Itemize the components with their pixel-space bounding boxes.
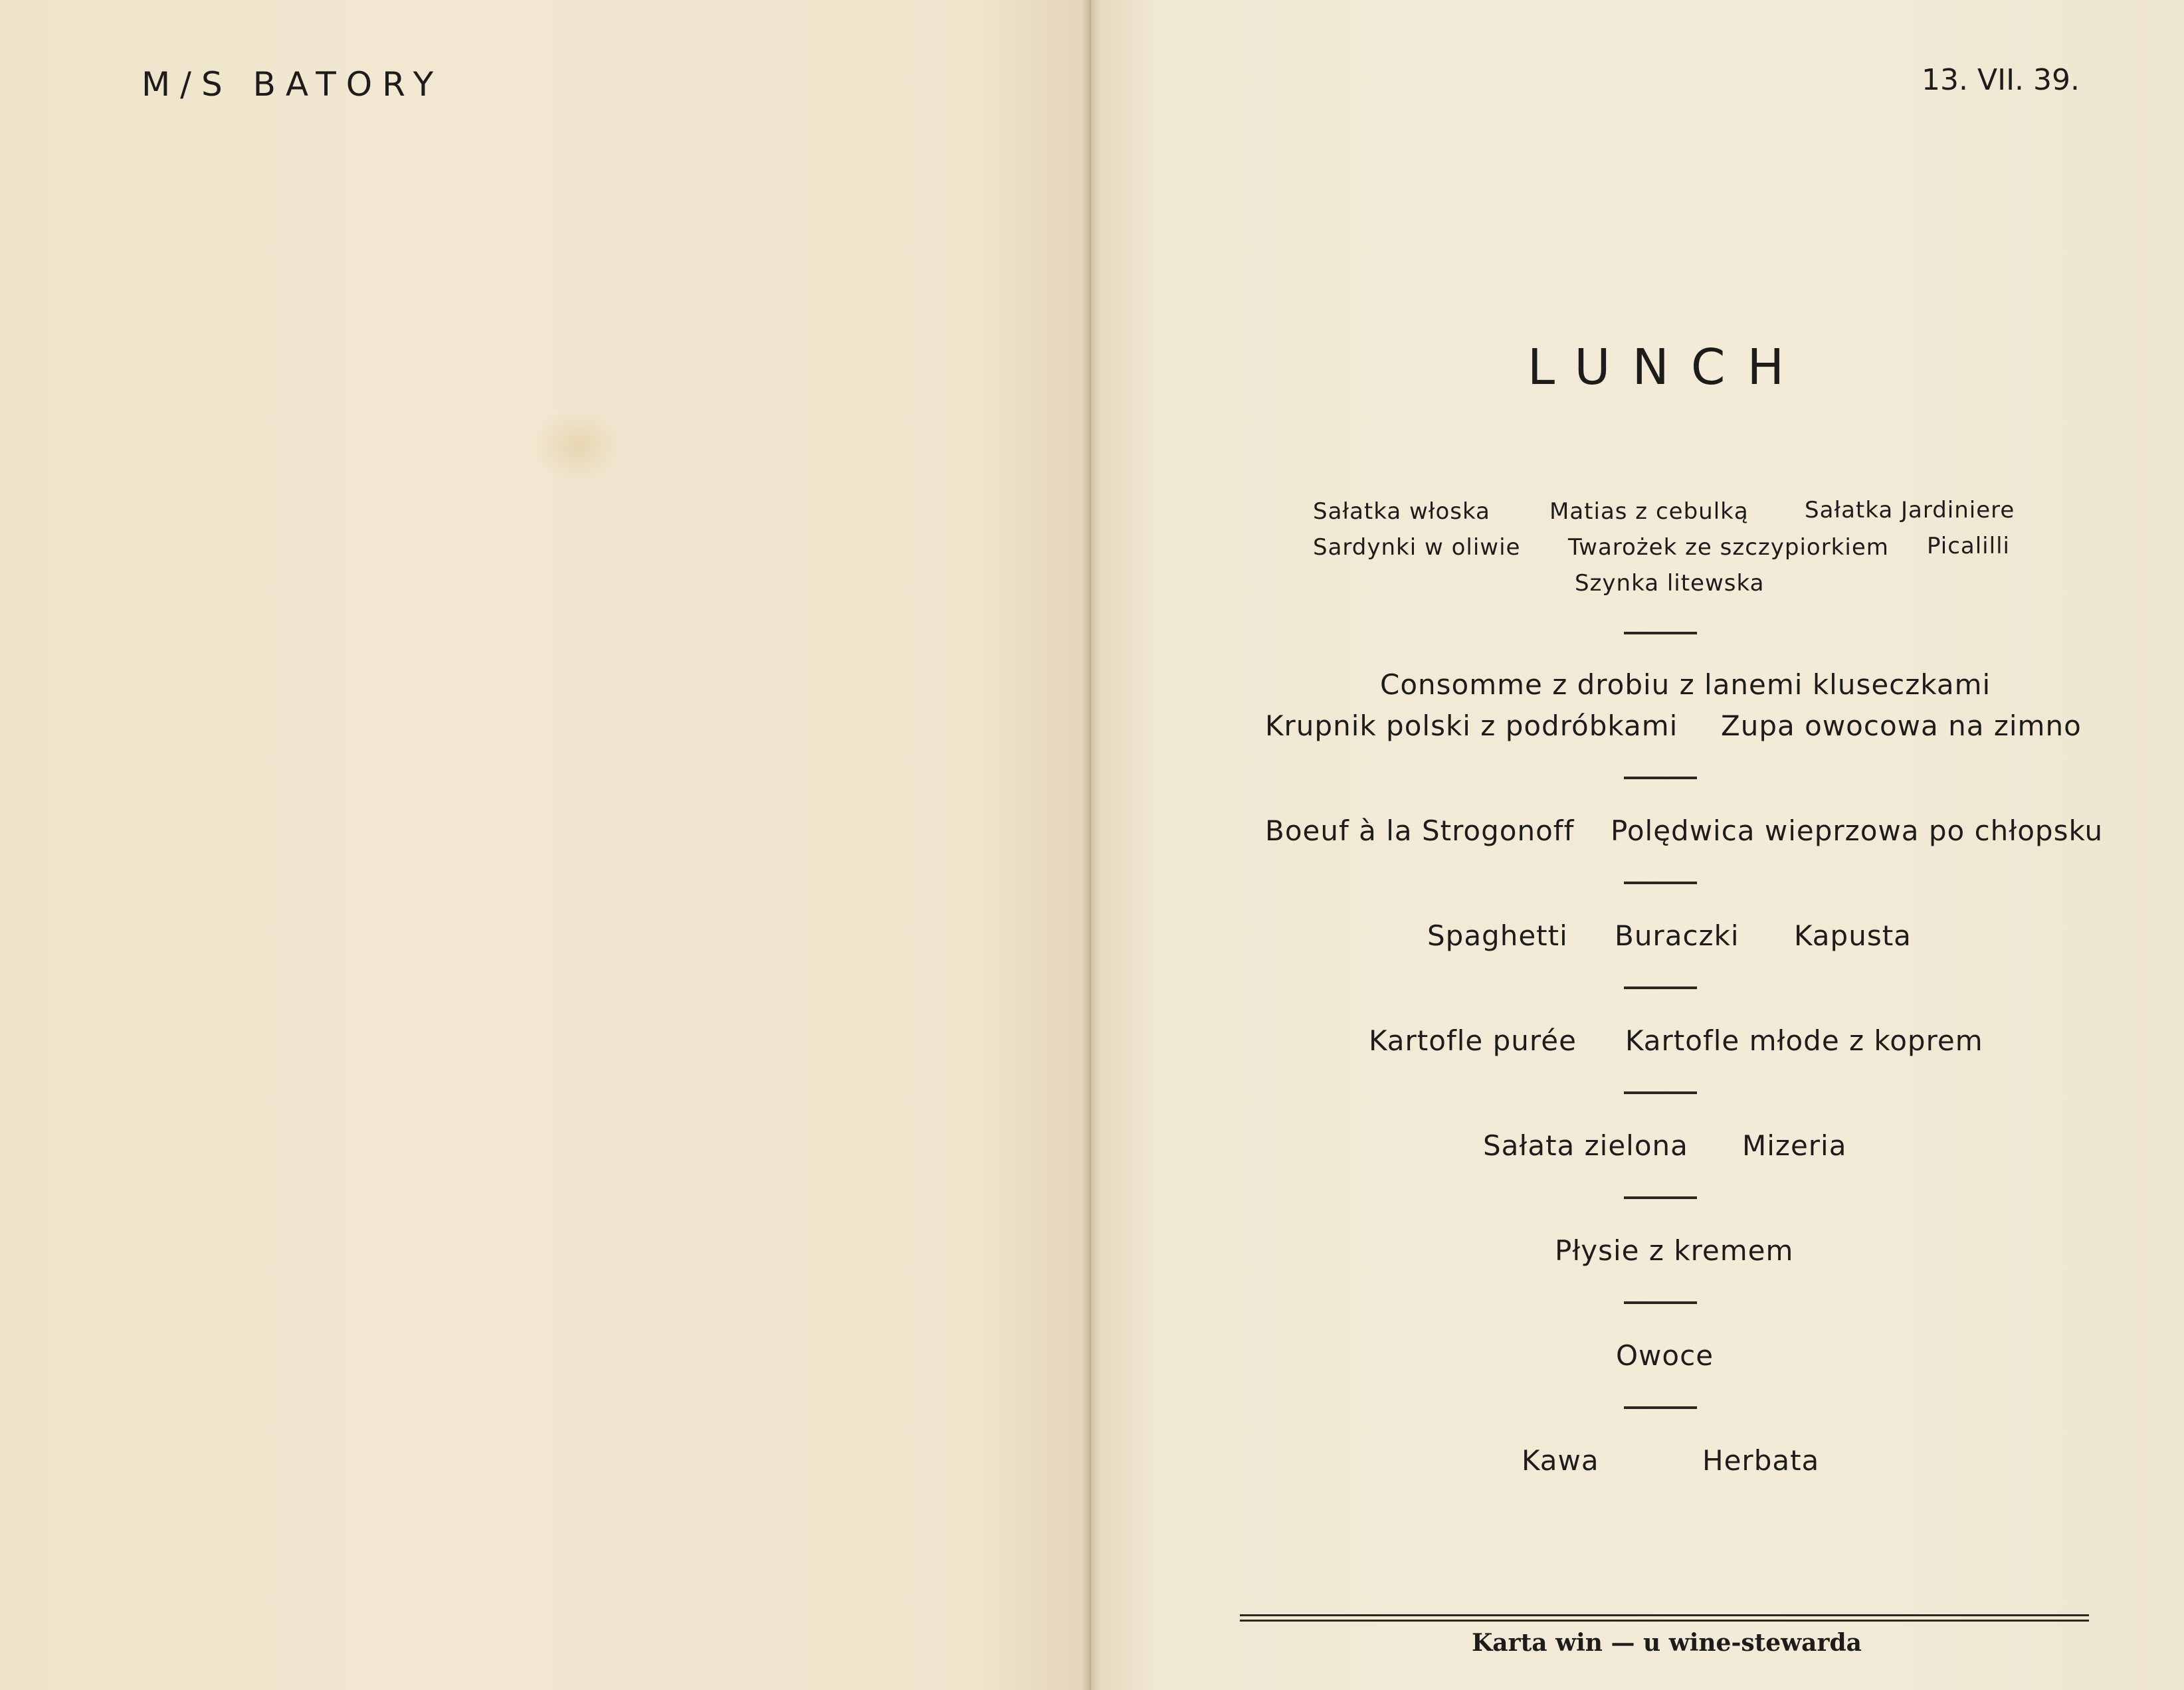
section-divider <box>1624 1091 1697 1094</box>
ship-name: M/S BATORY <box>142 65 444 104</box>
potato-item: Kartofle młode z koprem <box>1625 1024 1983 1057</box>
appetizer-item: Matias z cebulką <box>1549 498 1749 525</box>
soup-item: Zupa owocowa na zimno <box>1721 709 2082 742</box>
soup-item: Krupnik polski z podróbkami <box>1265 709 1678 742</box>
drink-item: Kawa <box>1522 1444 1599 1477</box>
potato-item: Kartofle purée <box>1369 1024 1577 1057</box>
soup-item: Consomme z drobiu z lanemi kluseczkami <box>1380 668 1991 701</box>
wine-list-note: Karta win — u wine-stewarda <box>1472 1629 1862 1657</box>
footer-rule <box>1240 1614 2089 1616</box>
left-page <box>0 0 1090 1690</box>
appetizer-item: Sałatka Jardiniere <box>1805 497 2015 523</box>
section-divider <box>1624 632 1697 634</box>
appetizer-item: Sałatka włoska <box>1313 498 1490 525</box>
main-course-item: Polędwica wieprzowa po chłopsku <box>1611 814 2104 847</box>
section-divider <box>1624 882 1697 884</box>
menu-title: LUNCH <box>1527 339 1807 396</box>
appetizer-item: Sardynki w oliwie <box>1313 534 1521 561</box>
center-fold <box>1082 0 1099 1690</box>
section-divider <box>1624 1301 1697 1304</box>
salad-item: Mizeria <box>1742 1129 1847 1162</box>
salad-item: Sałata zielona <box>1483 1129 1688 1162</box>
footer-rule <box>1240 1620 2089 1622</box>
drink-item: Herbata <box>1702 1444 1820 1477</box>
section-divider <box>1624 1196 1697 1199</box>
paper-stain <box>532 405 625 485</box>
side-item: Spaghetti <box>1427 919 1568 952</box>
appetizer-item: Picalilli <box>1927 533 2010 559</box>
section-divider <box>1624 986 1697 989</box>
section-divider <box>1624 777 1697 779</box>
appetizer-item: Szynka litewska <box>1575 570 1765 597</box>
fruit-item: Owoce <box>1616 1339 1714 1372</box>
menu-date: 13. VII. 39. <box>1922 63 2080 97</box>
side-item: Kapusta <box>1794 919 1912 952</box>
appetizer-item: Twarożek ze szczypiorkiem <box>1568 534 1889 561</box>
side-item: Buraczki <box>1615 919 1739 952</box>
section-divider <box>1624 1406 1697 1409</box>
main-course-item: Boeuf à la Strogonoff <box>1265 814 1575 847</box>
dessert-item: Płysie z kremem <box>1555 1234 1794 1267</box>
right-page <box>1090 0 2184 1690</box>
